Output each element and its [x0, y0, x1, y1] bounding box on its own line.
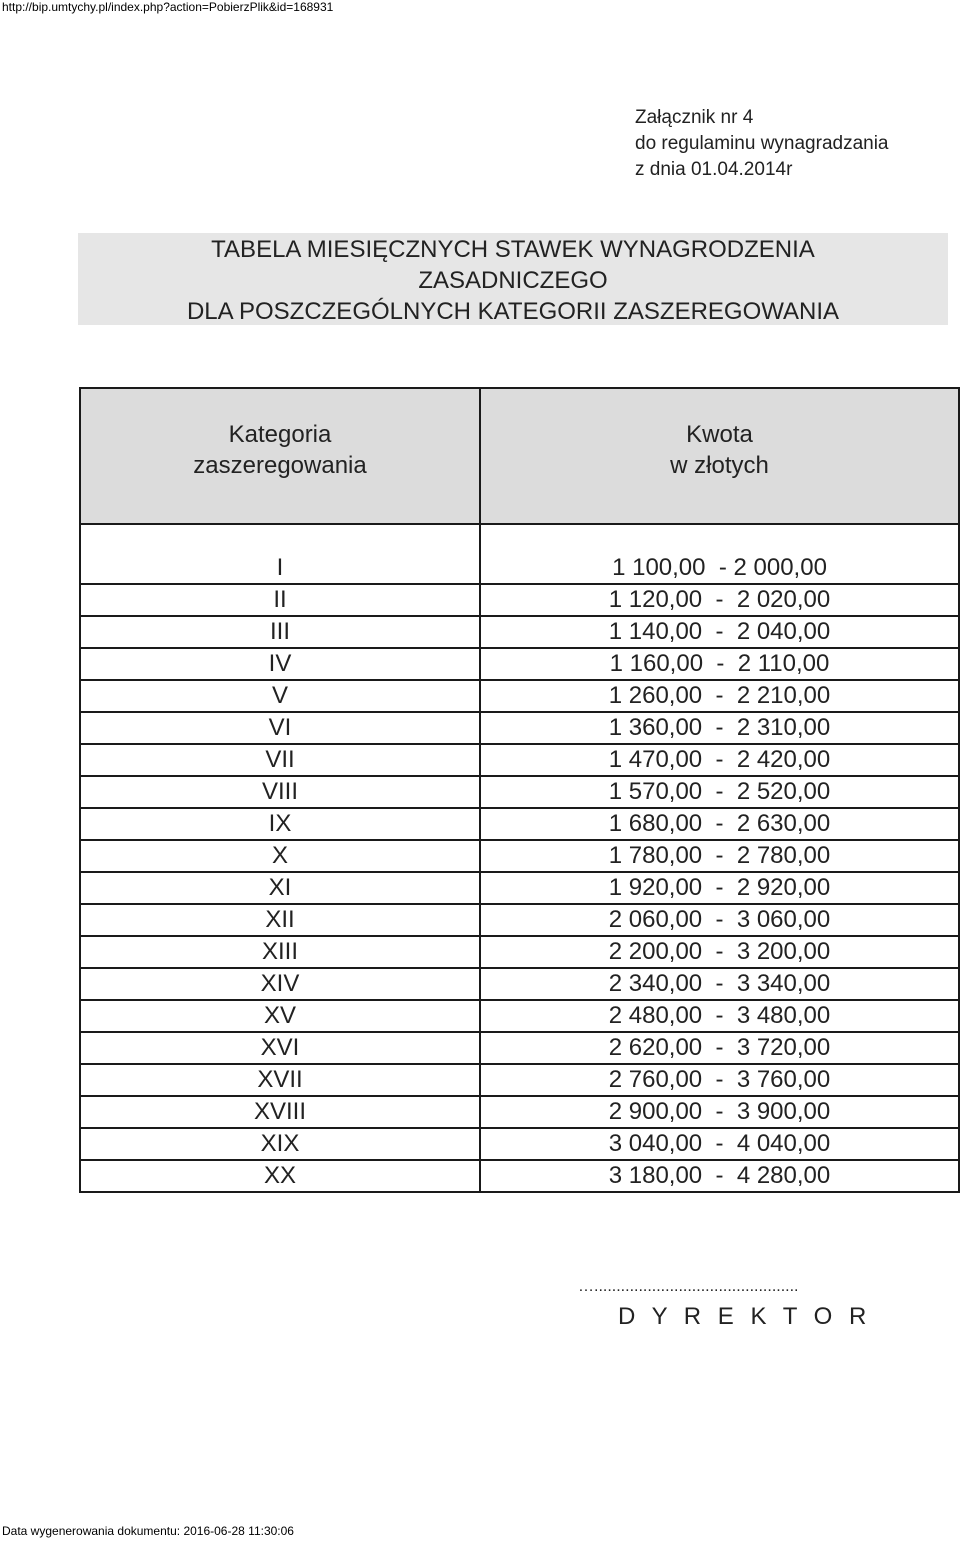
- table-row: [80, 1096, 959, 1128]
- category-cell: XIX: [80, 1128, 480, 1160]
- amount-cell: 2 620,00 - 3 720,00: [480, 1032, 959, 1064]
- amount-cell: 2 340,00 - 3 340,00: [480, 968, 959, 1000]
- category-cell: IV: [80, 648, 480, 680]
- table-row: [80, 776, 959, 808]
- category-cell: VI: [80, 712, 480, 744]
- table-row: [80, 936, 959, 968]
- salary-rates-table: [79, 387, 960, 1193]
- amount-cell: 3 180,00 - 4 280,00: [480, 1160, 959, 1192]
- table-row: [80, 616, 959, 648]
- signature-line: …..............................................: [578, 1278, 799, 1295]
- column-header-amount-line-1: Kwota: [686, 421, 753, 448]
- table-header-row: [80, 388, 959, 524]
- table-row: [80, 968, 959, 1000]
- amount-cell: 2 060,00 - 3 060,00: [480, 904, 959, 936]
- annex-note: [635, 105, 889, 183]
- signature-title: D Y R E K T O R: [618, 1303, 872, 1330]
- category-cell: XII: [80, 904, 480, 936]
- spacer-cell: [480, 524, 959, 553]
- category-cell: I: [80, 553, 480, 584]
- table-row: [80, 872, 959, 904]
- title-line-3: DLA POSZCZEGÓLNYCH KATEGORII ZASZEREGOWANIA: [186, 298, 840, 325]
- category-cell: XV: [80, 1000, 480, 1032]
- table-row: [80, 1128, 959, 1160]
- annex-line-1: Załącznik nr 4: [635, 107, 754, 128]
- table-row: [80, 1000, 959, 1032]
- amount-cell: 1 470,00 - 2 420,00: [480, 744, 959, 776]
- column-header-category: [80, 388, 480, 524]
- amount-cell: 1 570,00 - 2 520,00: [480, 776, 959, 808]
- title-line-2: ZASADNICZEGO: [418, 267, 608, 294]
- amount-cell: 1 100,00 - 2 000,00: [480, 553, 959, 584]
- title-line-1: TABELA MIESIĘCZNYCH STAWEK WYNAGRODZENIA: [211, 236, 815, 263]
- table-row: [80, 1032, 959, 1064]
- category-cell: V: [80, 680, 480, 712]
- column-header-category-line-1: Kategoria: [228, 421, 332, 448]
- column-header-category-line-2: zaszeregowania: [193, 452, 367, 479]
- amount-cell: 3 040,00 - 4 040,00: [480, 1128, 959, 1160]
- table-row: [80, 1160, 959, 1192]
- table-row: [80, 904, 959, 936]
- category-cell: XVIII: [80, 1096, 480, 1128]
- table-row: [80, 1064, 959, 1096]
- table-row: [80, 584, 959, 616]
- table-row: [80, 744, 959, 776]
- category-cell: VII: [80, 744, 480, 776]
- amount-cell: 2 200,00 - 3 200,00: [480, 936, 959, 968]
- annex-line-2: do regulaminu wynagradzania: [635, 133, 889, 154]
- amount-cell: 1 360,00 - 2 310,00: [480, 712, 959, 744]
- amount-cell: 2 480,00 - 3 480,00: [480, 1000, 959, 1032]
- amount-cell: 1 160,00 - 2 110,00: [480, 648, 959, 680]
- category-cell: XVII: [80, 1064, 480, 1096]
- table-spacer-row: [80, 524, 959, 553]
- amount-cell: 2 760,00 - 3 760,00: [480, 1064, 959, 1096]
- table-row: [80, 808, 959, 840]
- table-row: [80, 840, 959, 872]
- table-row: [80, 712, 959, 744]
- amount-cell: 1 780,00 - 2 780,00: [480, 840, 959, 872]
- amount-cell: 1 920,00 - 2 920,00: [480, 872, 959, 904]
- table-row: [80, 680, 959, 712]
- amount-cell: 2 900,00 - 3 900,00: [480, 1096, 959, 1128]
- category-cell: III: [80, 616, 480, 648]
- category-cell: IX: [80, 808, 480, 840]
- table-row: [80, 553, 959, 584]
- category-cell: II: [80, 584, 480, 616]
- generation-date: Data wygenerowania dokumentu: 2016-06-28 11:30:06: [2, 1524, 294, 1538]
- amount-cell: 1 260,00 - 2 210,00: [480, 680, 959, 712]
- category-cell: X: [80, 840, 480, 872]
- amount-cell: 1 140,00 - 2 040,00: [480, 616, 959, 648]
- column-header-amount-line-2: w złotych: [670, 452, 769, 479]
- table-row: [80, 648, 959, 680]
- spacer-cell: [80, 524, 480, 553]
- category-cell: XX: [80, 1160, 480, 1192]
- category-cell: VIII: [80, 776, 480, 808]
- category-cell: XI: [80, 872, 480, 904]
- category-cell: XIII: [80, 936, 480, 968]
- document-title: [78, 233, 948, 325]
- category-cell: XVI: [80, 1032, 480, 1064]
- source-url: http://bip.umtychy.pl/index.php?action=PobierzPlik&id=168931: [2, 0, 334, 14]
- annex-line-3: z dnia 01.04.2014r: [635, 159, 793, 180]
- category-cell: XIV: [80, 968, 480, 1000]
- amount-cell: 1 120,00 - 2 020,00: [480, 584, 959, 616]
- column-header-amount: [480, 388, 959, 524]
- amount-cell: 1 680,00 - 2 630,00: [480, 808, 959, 840]
